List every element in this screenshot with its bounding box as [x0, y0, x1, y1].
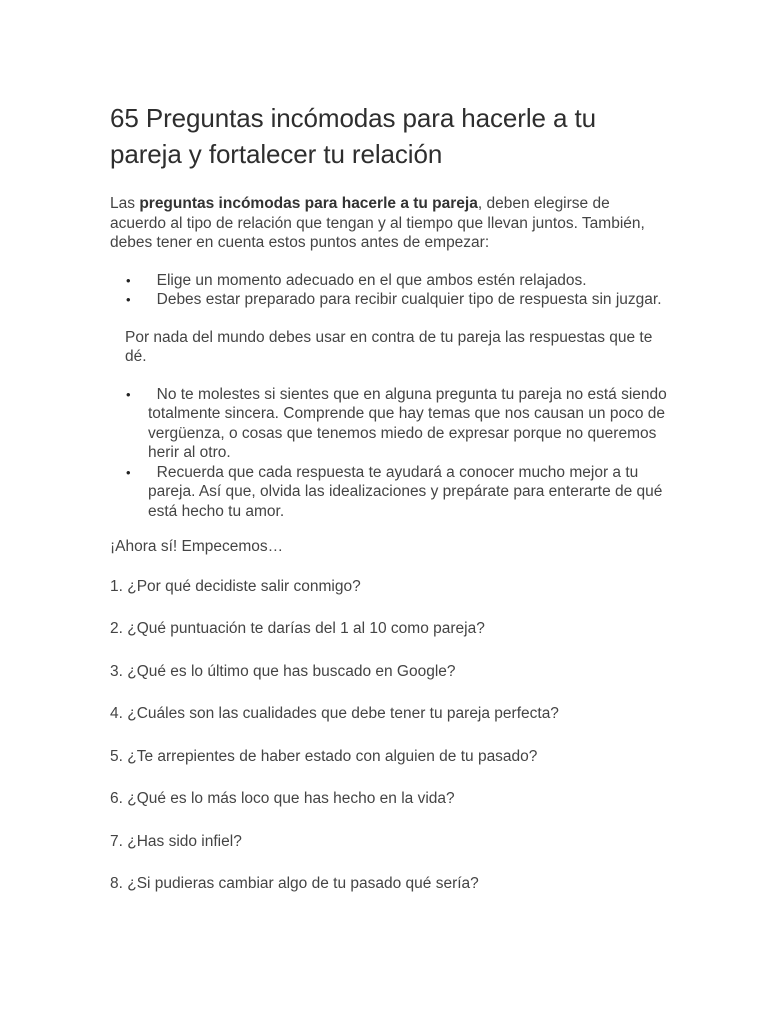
question-item: 5. ¿Te arrepientes de haber estado con alguien de tu pasado? — [110, 747, 538, 765]
question-item: 6. ¿Qué es lo más loco que has hecho en la vida? — [110, 790, 455, 807]
question-item: 1. ¿Por qué decidiste salir conmigo? — [110, 577, 361, 595]
question-item: 8. ¿Si pudieras cambiar algo de tu pasado qué sería? — [110, 875, 479, 892]
tips-list-1 — [110, 271, 668, 310]
bullet-icon: • — [126, 292, 131, 307]
bullet-icon: • — [126, 272, 131, 288]
intro-prefix: Las — [110, 195, 140, 212]
question-item: 4. ¿Cuáles son las cualidades que debe tener tu pareja perfecta? — [110, 705, 559, 722]
question-item: 3. ¿Qué es lo último que has buscado en Google? — [110, 662, 456, 680]
list-item: • No te molestes si sientes que en alguna pregunta tu pareja no está siendo totalmente sincera. Comprende que hay temas que nos causan un poco de vergüenza, o cosas que tenemos miedo de expresar porque no queremos herir al otro. — [126, 385, 667, 461]
list-item: • Recuerda que cada respuesta te ayudará a conocer mucho mejor a tu pareja. Así que, olvida las idealizaciones y prepárate para enterarte de qué está hecho tu amor. — [126, 463, 663, 520]
bullet-icon: • — [126, 464, 131, 480]
intro-bold-phrase: preguntas incómodas para hacerle a tu pareja — [139, 195, 478, 212]
list-item: • Debes estar preparado para recibir cualquier tipo de respuesta sin juzgar. — [126, 291, 662, 308]
tips-list-2 — [110, 385, 668, 522]
questions-list — [110, 577, 668, 894]
question-item: 7. ¿Has sido infiel? — [110, 832, 242, 850]
start-line: ¡Ahora sí! Empecemos… — [110, 538, 284, 555]
list-item: • Elige un momento adecuado en el que ambos estén relajados. — [126, 271, 587, 289]
bullet-icon: • — [126, 386, 131, 402]
question-item: 2. ¿Qué puntuación te darías del 1 al 10 como pareja? — [110, 620, 485, 637]
note-paragraph: Por nada del mundo debes usar en contra de tu pareja las respuestas que te dé. — [125, 328, 653, 365]
article-title: 65 Preguntas incómodas para hacerle a tu pareja y fortalecer tu relación — [110, 103, 596, 169]
intro-paragraph — [110, 194, 668, 253]
intro-suffix: , deben elegirse de acuerdo al tipo de relación que tengan y al tiempo que llevan juntos. También, debes tener en cuenta estos puntos antes de empezar: — [110, 195, 645, 251]
